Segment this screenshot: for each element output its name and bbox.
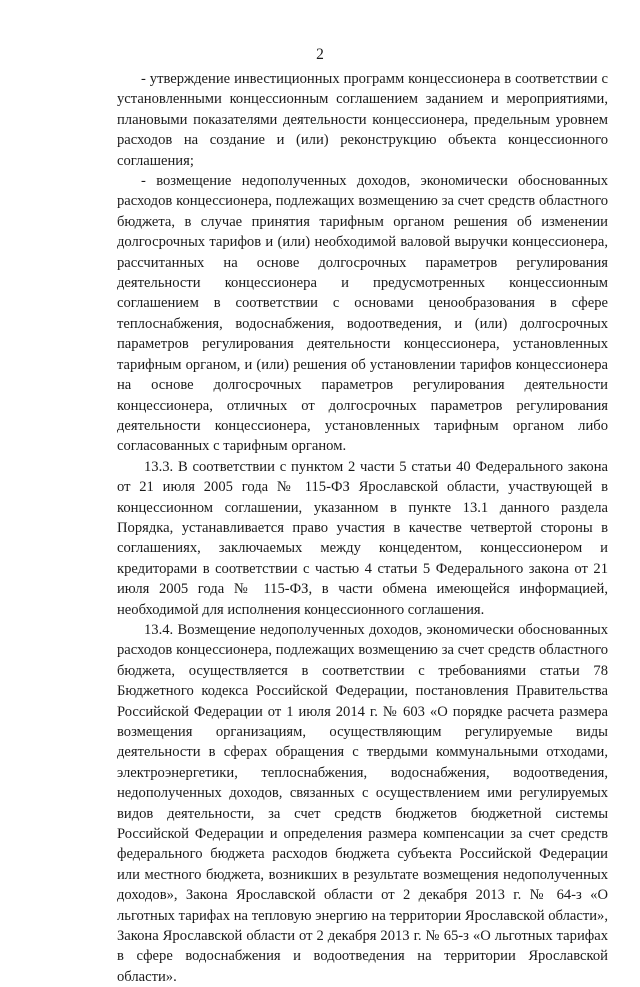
document-body	[117, 69, 608, 987]
page-number: 2	[316, 46, 324, 63]
paragraph-13-3: 13.3. В соответствии с пунктом 2 части 5 статьи 40 Федерального закона от 21 июля 2005 года № 115-ФЗ Ярославской области, участвующей в концессионном соглашении, указанном в пункте 13.1 данного раздела Порядка, устанавливается право участия в качестве четвертой стороны в соглашениях, заключаемых между концедентом, концессионером и кредиторами в соответствии с частью 4 статьи 5 Федерального закона от 21 июля 2005 года № 115-ФЗ, в части обмена имеющейся информацией, необходимой для исполнения концессионного соглашения.	[117, 458, 608, 618]
paragraph-revenue-compensation: - возмещение недополученных доходов, экономически обоснованных расходов концессионера, подлежащих возмещению за счет средств областного бюджета, в случае принятия тарифным органом решения об изменении долгосрочных тарифов и (или) необходимой валовой выручки концессионера, рассчитанных на основе долгосрочных параметров регулирования деятельности концессионера и предусмотренных концессионным соглашением в соответствии с основами ценообразования в сфере теплоснабжения, водоснабжения, водоотведения, и (или) долгосрочных параметров регулирования деятельности концессионера, установленных тарифным органом, и (или) решения об установлении тарифов концессионера на основе долгосрочных параметров регулирования деятельности концессионера, отличных от долгосрочных параметров регулирования деятельности концессионера, установленных тарифным органом либо согласованных с тарифным органом.	[117, 173, 608, 455]
paragraph-investment-programs: - утверждение инвестиционных программ концессионера в соответствии с установленными концессионным соглашением заданием и мероприятиями, плановыми показателями деятельности концессионера, предельным уровнем расходов на создание и (или) реконструкцию объекта концессионного соглашения;	[117, 71, 608, 169]
paragraph-13-4: 13.4. Возмещение недополученных доходов, экономически обоснованных расходов концессионера, подлежащих возмещению за счет средств областного бюджета, осуществляется в соответствии с требованиями статьи 78 Бюджетного кодекса Российской Федерации, постановления Правительства Российской Федерации от 1 июля 2014 г. № 603 «О порядке расчета размера возмещения организациям, осуществляющим регулируемые виды деятельности в сферах обращения с твердыми коммунальными отходами, электроэнергетики, теплоснабжения, водоснабжения, водоотведения, недополученных доходов, связанных с осуществлением ими регулируемых видов деятельности, за счет средств бюджетов бюджетной системы Российской Федерации и определения размера компенсации за счет средств федерального бюджета расходов бюджета субъекта Российской Федерации или местного бюджета, возникших в результате возмещения недополученных доходов», Закона Ярославской области от 2 декабря 2013 г. № 64-з «О льготных тарифах на тепловую энергию на территории Ярославской области», Закона Ярославской области от 2 декабря 2013 г. № 65-з «О льготных тарифах в сфере водоснабжения и водоотведения на территории Ярославской области».	[117, 621, 608, 985]
